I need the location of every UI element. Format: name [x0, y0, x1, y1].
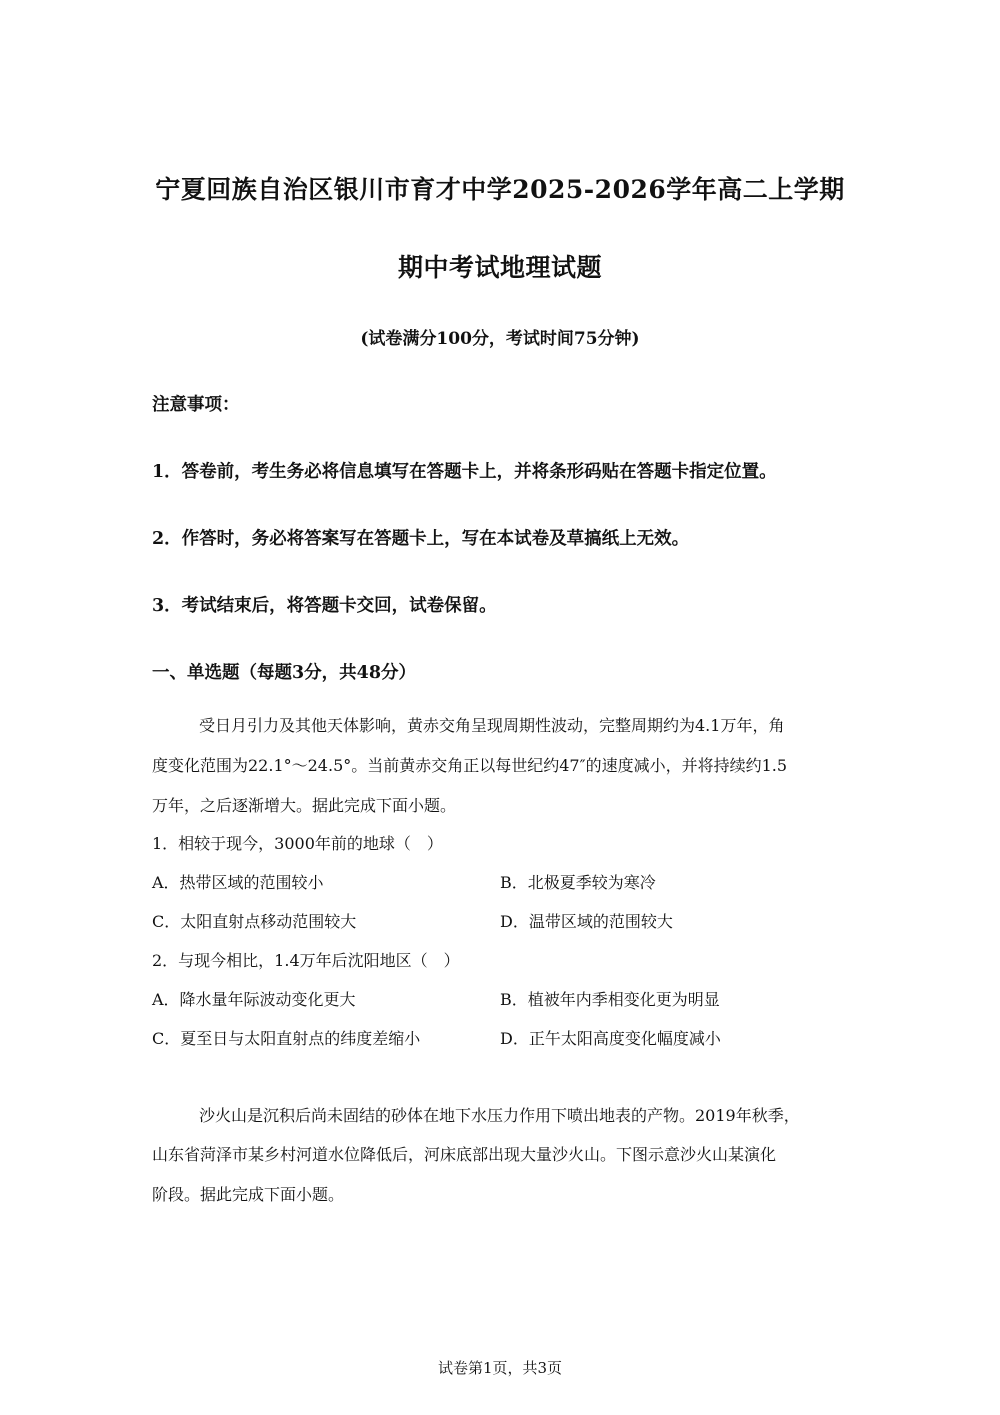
- q1-option-d: D．温带区域的范围较大: [500, 912, 673, 931]
- passage1-line1: 受日月引力及其他天体影响，黄赤交角呈现周期性波动，完整周期约为4.1万年，角: [199, 716, 785, 735]
- passage2-line3: 阶段。据此完成下面小题。: [152, 1185, 345, 1204]
- q1-option-a: A．热带区域的范围较小: [152, 873, 324, 892]
- notice-item-3: 3．考试结束后，将答题卡交回，试卷保留。: [152, 596, 497, 616]
- q1-option-c: C．太阳直射点移动范围较大: [152, 912, 357, 931]
- passage2-line2: 山东省菏泽市某乡村河道水位降低后，河床底部出现大量沙火山。下图示意沙火山某演化: [152, 1145, 777, 1164]
- exam-subtitle: (试卷满分100分，考试时间75分钟): [360, 329, 640, 349]
- q1-stem: 1．相较于现今，3000年前的地球（ ）: [152, 834, 443, 853]
- exam-title-line2: 期中考试地理试题: [397, 253, 602, 282]
- notice-heading: 注意事项：: [152, 395, 240, 415]
- page-footer: 试卷第1页，共3页: [437, 1359, 563, 1377]
- passage2-line1: 沙火山是沉积后尚未固结的砂体在地下水压力作用下喷出地表的产物。2019年秋季，: [199, 1106, 800, 1125]
- q2-option-c: C．夏至日与太阳直射点的纬度差缩小: [152, 1029, 421, 1048]
- q2-option-a: A．降水量年际波动变化更大: [152, 990, 356, 1009]
- notice-item-1: 1．答卷前，考生务必将信息填写在答题卡上，并将条形码贴在答题卡指定位置。: [152, 462, 777, 482]
- passage1-line3: 万年，之后逐渐增大。据此完成下面小题。: [152, 796, 457, 815]
- q1-option-b: B．北极夏季较为寒冷: [500, 873, 656, 892]
- q2-stem: 2．与现今相比，1.4万年后沈阳地区（ ）: [152, 951, 460, 970]
- q2-option-d: D．正午太阳高度变化幅度减小: [500, 1029, 721, 1048]
- q2-option-b: B．植被年内季相变化更为明显: [500, 990, 720, 1009]
- exam-title-line1: 宁夏回族自治区银川市育才中学2025-2026学年高二上学期: [155, 175, 845, 204]
- passage1-line2: 度变化范围为22.1°～24.5°。当前黄赤交角正以每世纪约47″的速度减小，并将持续约1.5: [152, 756, 788, 775]
- notice-item-2: 2．作答时，务必将答案写在答题卡上，写在本试卷及草搞纸上无效。: [152, 529, 690, 549]
- section-heading: 一、单选题（每题3分，共48分）: [152, 663, 417, 683]
